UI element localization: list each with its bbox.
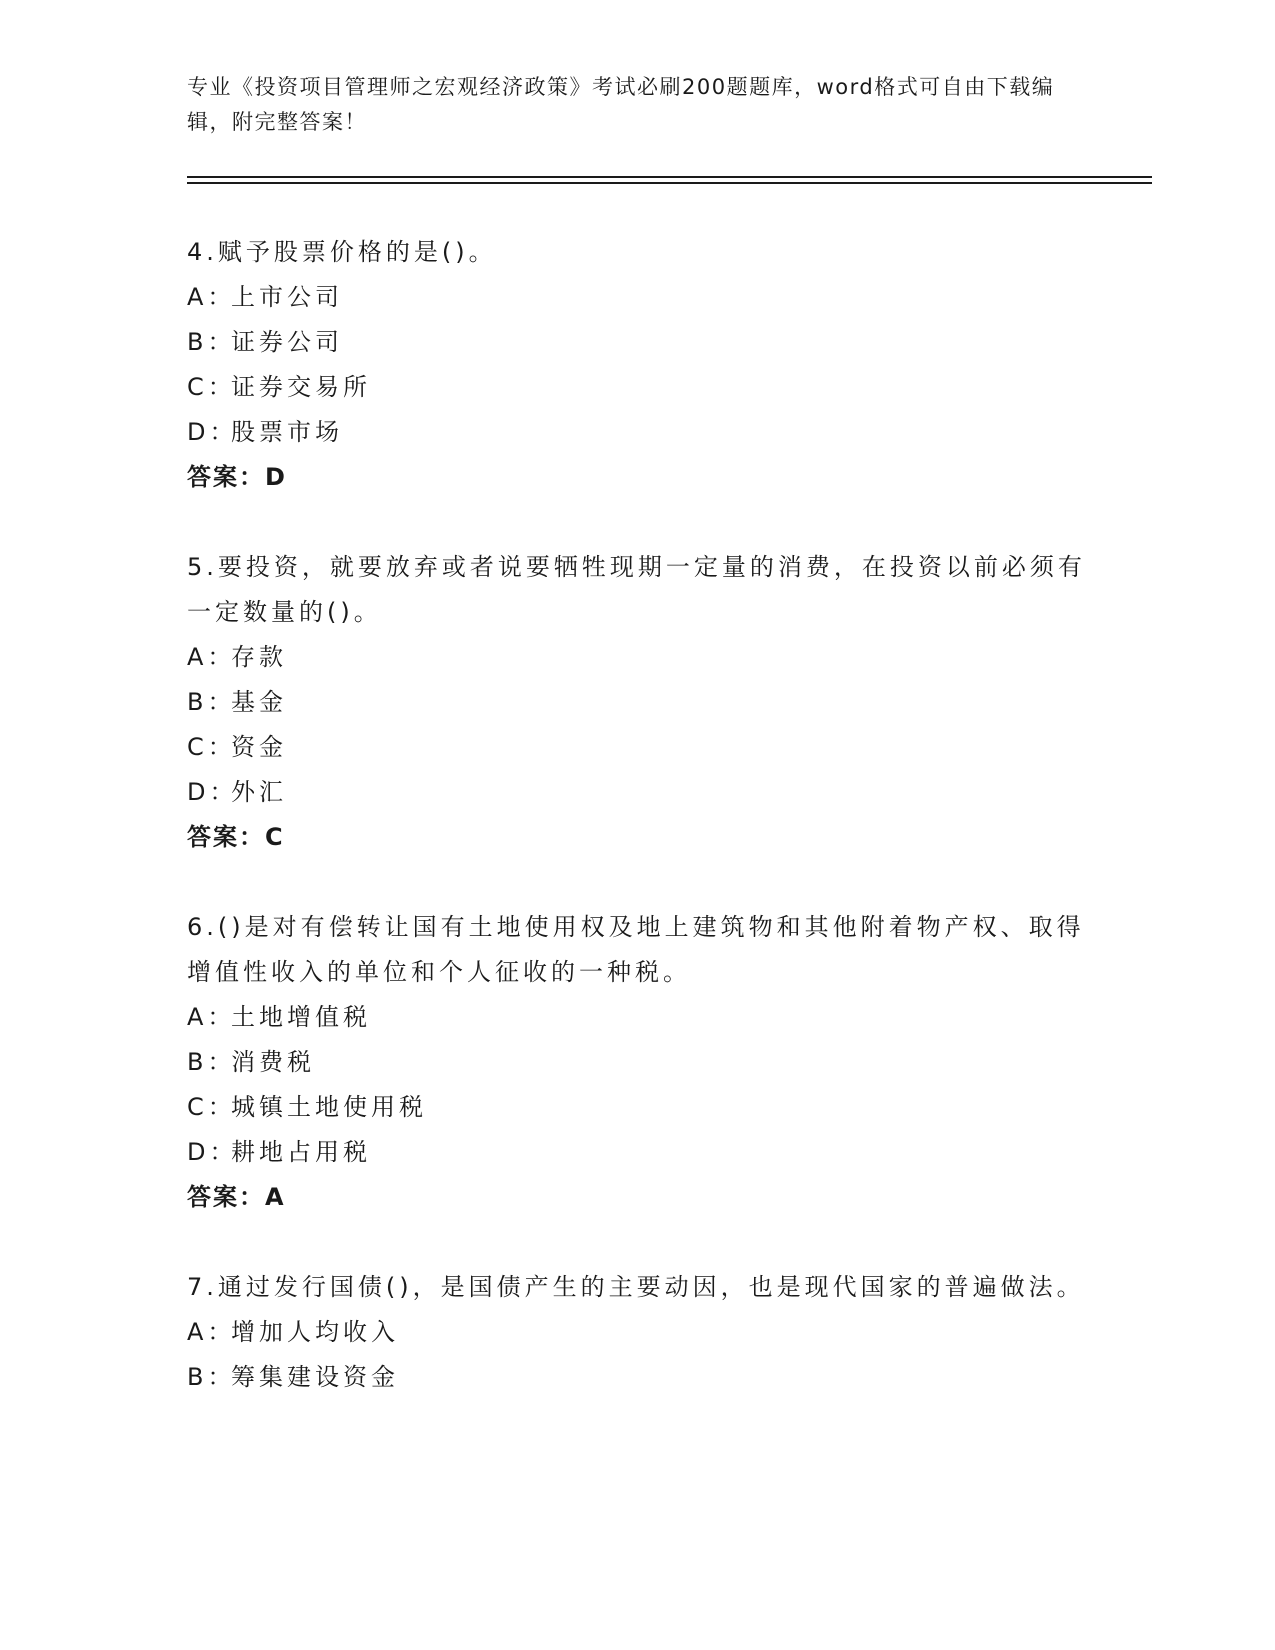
- option-key: D：: [187, 418, 238, 446]
- answer-line: 答案：A: [187, 1183, 286, 1211]
- option-a: [187, 1310, 1087, 1355]
- option-key: B：: [187, 1048, 236, 1076]
- option-key: D：: [187, 778, 238, 806]
- option-key: A：: [187, 283, 236, 311]
- option-key: B：: [187, 688, 236, 716]
- option-key: D：: [187, 1138, 238, 1166]
- option-key: B：: [187, 1363, 236, 1391]
- option-text: 资金: [231, 733, 287, 761]
- option-text: 筹集建设资金: [231, 1363, 399, 1391]
- question-stem: 4.赋予股票价格的是()。: [187, 238, 497, 266]
- option-c: [187, 1085, 1087, 1130]
- question-7: [187, 1265, 1087, 1400]
- option-text: 消费税: [231, 1048, 315, 1076]
- option-key: A：: [187, 1318, 236, 1346]
- option-d: [187, 770, 1087, 815]
- option-d: [187, 1130, 1087, 1175]
- header-divider-bottom: [187, 182, 1152, 184]
- option-text: 城镇土地使用税: [231, 1093, 427, 1121]
- question-stem: 5.要投资，就要放弃或者说要牺牲现期一定量的消费，在投资以前必须有一定数量的()。: [187, 553, 1086, 626]
- option-b: [187, 1355, 1087, 1400]
- option-b: [187, 1040, 1087, 1085]
- option-text: 证券公司: [231, 328, 343, 356]
- option-text: 耕地占用税: [231, 1138, 371, 1166]
- option-text: 股票市场: [231, 418, 343, 446]
- option-a: [187, 635, 1087, 680]
- option-key: C：: [187, 733, 236, 761]
- option-text: 外汇: [231, 778, 287, 806]
- option-b: [187, 320, 1087, 365]
- option-key: A：: [187, 643, 236, 671]
- option-c: [187, 365, 1087, 410]
- option-text: 证券交易所: [231, 373, 371, 401]
- question-4: [187, 230, 1087, 500]
- option-text: 增加人均收入: [231, 1318, 399, 1346]
- option-key: C：: [187, 1093, 236, 1121]
- question-5: [187, 545, 1087, 860]
- question-6: [187, 905, 1087, 1220]
- option-a: [187, 275, 1087, 320]
- option-key: C：: [187, 373, 236, 401]
- option-text: 上市公司: [231, 283, 343, 311]
- document-header: 专业《投资项目管理师之宏观经济政策》考试必刷200题题库，word格式可自由下载编辑，附完整答案！: [187, 75, 1055, 134]
- option-text: 土地增值税: [231, 1003, 371, 1031]
- question-stem: 6.()是对有偿转让国有土地使用权及地上建筑物和其他附着物产权、取得增值性收入的单位和个人征收的一种税。: [187, 913, 1085, 986]
- question-stem: 7.通过发行国债()，是国债产生的主要动因，也是现代国家的普遍做法。: [187, 1273, 1085, 1301]
- option-text: 基金: [231, 688, 287, 716]
- header-divider-top: [187, 176, 1152, 178]
- option-text: 存款: [231, 643, 287, 671]
- option-key: A：: [187, 1003, 236, 1031]
- option-key: B：: [187, 328, 236, 356]
- option-b: [187, 680, 1087, 725]
- question-list: [187, 230, 1087, 1445]
- answer-line: 答案：D: [187, 463, 287, 491]
- option-d: [187, 410, 1087, 455]
- option-c: [187, 725, 1087, 770]
- option-a: [187, 995, 1087, 1040]
- answer-line: 答案：C: [187, 823, 285, 851]
